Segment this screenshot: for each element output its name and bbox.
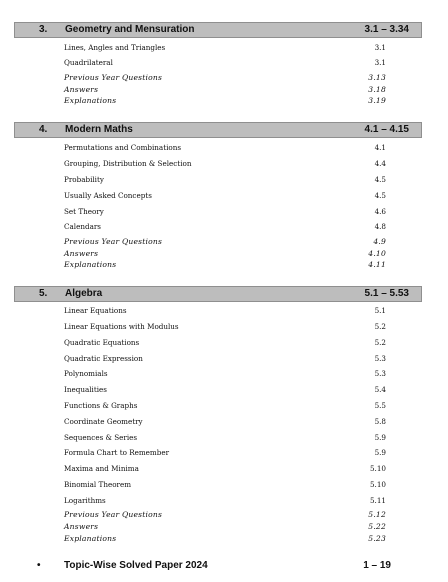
chapter-number: 3. xyxy=(39,24,48,35)
entry-page: 3.1 xyxy=(374,43,386,52)
entry-page: 5.23 xyxy=(368,534,386,543)
bullet-icon: • xyxy=(37,560,41,571)
chapter-title: Algebra xyxy=(65,288,103,299)
entry-label: Quadrilateral xyxy=(64,58,113,67)
entry-page: 5.2 xyxy=(374,338,386,347)
toc-entry[interactable] xyxy=(64,463,386,475)
toc-entry[interactable] xyxy=(64,337,386,349)
entry-page: 3.19 xyxy=(368,96,386,105)
toc-entry[interactable] xyxy=(64,72,386,84)
entry-page: 5.22 xyxy=(368,522,386,531)
entry-page: 5.8 xyxy=(374,417,386,426)
entry-title: Topic-Wise Solved Paper 2024 xyxy=(64,560,208,571)
entry-label: Logarithms xyxy=(64,496,106,505)
entry-page: 5.11 xyxy=(369,496,386,505)
chapter-title: Geometry and Mensuration xyxy=(65,24,195,35)
toc-entry[interactable] xyxy=(64,305,386,317)
entry-label: Explanations xyxy=(64,534,117,543)
entry-label: Previous Year Questions xyxy=(64,510,163,519)
entry-label: Permutations and Combinations xyxy=(64,143,182,152)
entry-page-range: 1 – 19 xyxy=(363,560,391,571)
toc-entry[interactable] xyxy=(64,521,386,533)
toc-entry[interactable] xyxy=(64,221,386,233)
entry-page: 5.12 xyxy=(368,510,386,519)
chapter-header-3[interactable] xyxy=(14,22,422,38)
toc-entry[interactable] xyxy=(64,321,386,333)
chapter-header-5[interactable] xyxy=(14,286,422,302)
toc-entry[interactable] xyxy=(64,509,386,521)
entry-label: Explanations xyxy=(64,260,117,269)
entry-page: 5.10 xyxy=(369,464,386,473)
entry-label: Maxima and Minima xyxy=(64,464,139,473)
chapter-page-range: 3.1 – 3.34 xyxy=(364,24,409,35)
entry-page: 4.9 xyxy=(373,237,386,246)
entry-page: 4.10 xyxy=(368,249,386,258)
entry-label: Inequalities xyxy=(64,385,107,394)
chapter-title: Modern Maths xyxy=(65,124,133,135)
toc-entry[interactable] xyxy=(64,432,386,444)
entry-label: Previous Year Questions xyxy=(64,73,163,82)
entry-label: Lines, Angles and Triangles xyxy=(64,43,166,52)
entry-page: 4.5 xyxy=(374,175,386,184)
entry-label: Answers xyxy=(64,522,99,531)
toc-entry[interactable] xyxy=(64,495,386,507)
entry-page: 3.18 xyxy=(368,85,386,94)
entry-page: 5.9 xyxy=(374,433,386,442)
toc-entry[interactable] xyxy=(64,206,386,218)
entry-label: Formula Chart to Remember xyxy=(64,448,170,457)
entry-label: Functions & Graphs xyxy=(64,401,138,410)
entry-page: 5.5 xyxy=(374,401,386,410)
entry-page: 5.1 xyxy=(374,306,386,315)
entry-label: Set Theory xyxy=(64,207,104,216)
chapter-page-range: 4.1 – 4.15 xyxy=(364,124,409,135)
toc-entry[interactable] xyxy=(64,384,386,396)
entry-page: 5.3 xyxy=(374,369,386,378)
toc-entry[interactable] xyxy=(64,190,386,202)
toc-entry[interactable] xyxy=(64,479,386,491)
entry-page: 4.8 xyxy=(374,222,386,231)
toc-entry[interactable] xyxy=(64,416,386,428)
entry-page: 5.3 xyxy=(374,354,386,363)
entry-label: Linear Equations with Modulus xyxy=(64,322,179,331)
toc-entry[interactable] xyxy=(64,42,386,54)
entry-label: Probability xyxy=(64,175,104,184)
entry-label: Linear Equations xyxy=(64,306,127,315)
toc-entry[interactable] xyxy=(64,368,386,380)
entry-label: Binomial Theorem xyxy=(64,480,132,489)
entry-page: 4.5 xyxy=(374,191,386,200)
toc-entry[interactable] xyxy=(64,95,386,107)
entry-label: Quadratic Equations xyxy=(64,338,140,347)
entry-label: Usually Asked Concepts xyxy=(64,191,152,200)
entry-page: 4.11 xyxy=(368,260,386,269)
entry-page: 4.6 xyxy=(374,207,386,216)
entry-page: 3.13 xyxy=(368,73,386,82)
toc-entry[interactable] xyxy=(64,447,386,459)
toc-entry[interactable] xyxy=(64,174,386,186)
entry-label: Explanations xyxy=(64,96,117,105)
entry-page: 5.2 xyxy=(374,322,386,331)
entry-label: Polynomials xyxy=(64,369,108,378)
toc-entry[interactable] xyxy=(64,236,386,248)
entry-label: Grouping, Distribution & Selection xyxy=(64,159,192,168)
toc-entry[interactable] xyxy=(64,142,386,154)
entry-label: Answers xyxy=(64,249,99,258)
entry-label: Answers xyxy=(64,85,99,94)
entry-page: 3.1 xyxy=(374,58,386,67)
entry-page: 4.4 xyxy=(374,159,386,168)
toc-entry[interactable] xyxy=(64,353,386,365)
toc-entry[interactable] xyxy=(64,533,386,545)
toc-entry[interactable] xyxy=(64,57,386,69)
entry-label: Coordinate Geometry xyxy=(64,417,143,426)
entry-label: Quadratic Expression xyxy=(64,354,143,363)
entry-label: Sequences & Series xyxy=(64,433,138,442)
entry-label: Previous Year Questions xyxy=(64,237,163,246)
entry-page: 5.4 xyxy=(374,385,386,394)
chapter-header-4[interactable] xyxy=(14,122,422,138)
toc-entry[interactable] xyxy=(64,259,386,271)
chapter-number: 5. xyxy=(39,288,48,299)
chapter-number: 4. xyxy=(39,124,48,135)
entry-page: 5.10 xyxy=(369,480,386,489)
toc-entry[interactable] xyxy=(64,400,386,412)
toc-entry[interactable] xyxy=(64,158,386,170)
chapter-page-range: 5.1 – 5.53 xyxy=(364,288,409,299)
entry-page: 4.1 xyxy=(374,143,386,152)
entry-label: Calendars xyxy=(64,222,101,231)
toc-entry-solved-paper[interactable] xyxy=(30,558,391,574)
entry-page: 5.9 xyxy=(374,448,386,457)
